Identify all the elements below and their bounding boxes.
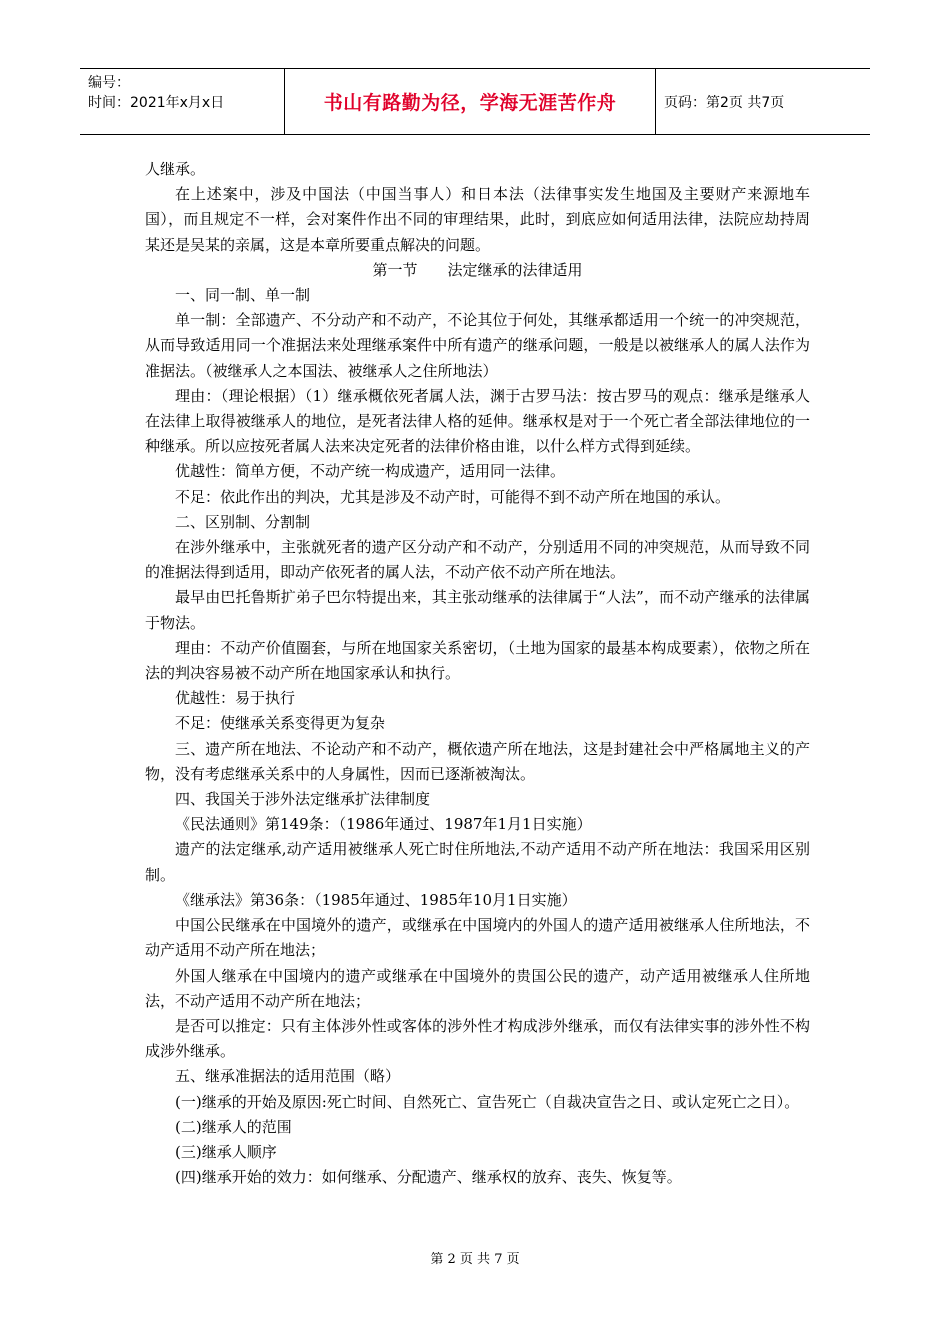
page-footer <box>0 1248 950 1267</box>
paragraph: 最早由巴托鲁斯扩弟子巴尔特提出来，其主张动继承的法律属于“人法”，而不动产继承的法律属于物法。 <box>145 588 810 632</box>
paragraph: 不足：使继承关系变得更为复杂 <box>175 714 386 733</box>
paragraph: 是否可以推定：只有主体涉外性或客体的涉外性才构成涉外继承，而仅有法律实事的涉外性不构成涉外继承。 <box>145 1016 810 1061</box>
heading: 四、我国关于涉外法定继承扩法律制度 <box>175 790 431 809</box>
paragraph: 优越性：简单方便，不动产统一构成遗产，适用同一法律。 <box>175 462 566 481</box>
paragraph: (二)继承人的范围 <box>175 1117 292 1136</box>
paragraph: 外国人继承在中国境内的遗产或继承在中国境外的贵国公民的遗产，动产适用被继承人住所地法，不动产适用不动产所在地法； <box>145 966 810 1010</box>
paragraph: 三、遗产所在地法、不论动产和不动产，概依遗产所在地法，这是封建社会中严格属地主义的产物，没有考虑继承关系中的人身属性，因而已逐渐被淘汰。 <box>145 739 810 783</box>
paragraph: 在上述案中，涉及中国法（中国当事人）和日本法（法律事实发生地国及主要财产来源地车国），而且规定不一样，会对案件作出不同的审理结果，此时，到底应如何适用法律，法院应劫持周某还是吴某的亲属，这是本章所要重点解决的问题。 <box>145 185 810 254</box>
document-body <box>145 157 810 1190</box>
page-info: 页码：第2页 共7页 <box>664 94 785 111</box>
document-header <box>80 68 870 135</box>
paragraph: (四)继承开始的效力：如何继承、分配遗产、继承权的放弃、丧失、恢复等。 <box>175 1168 682 1187</box>
heading: 一、同一制、单一制 <box>175 286 311 305</box>
header-meta <box>80 69 284 134</box>
paragraph: 优越性：易于执行 <box>175 689 296 708</box>
paragraph: (一)继承的开始及原因:死亡时间、自然死亡、宣告死亡（自裁决宣告之日、或认定死亡之日）。 <box>175 1092 800 1111</box>
header-motto-cell <box>284 69 656 134</box>
paragraph: 《继承法》第36条：（1985年通过、1985年10月1日实施） <box>175 890 577 909</box>
time-label: 时间：2021年x月x日 <box>88 95 225 111</box>
section-title: 第一节 法定继承的法律适用 <box>372 260 583 279</box>
paragraph: 《民法通则》第149条：（1986年通过、1987年1月1日实施） <box>175 815 592 834</box>
paragraph: 理由：（理论根据）（1）继承概依死者属人法，渊于古罗马法：按古罗马的观点：继承是继承人在法律上取得被继承人的地位，是死者法律人格的延伸。继承权是对于一个死亡者全部法律地位的一种继承。所以应按死者属人法来决定死者的法律价格由谁，以什么样方式得到延续。 <box>145 386 810 456</box>
motto-text: 书山有路勤为径，学海无涯苦作舟 <box>323 92 617 114</box>
paragraph: 中国公民继承在中国境外的遗产，或继承在中国境内的外国人的遗产适用被继承人住所地法，不动产适用不动产所在地法； <box>145 916 810 960</box>
paragraph: 不足：依此作出的判决，尤其是涉及不动产时，可能得不到不动产所在地国的承认。 <box>175 487 731 506</box>
paragraph: 理由：不动产价值圈套，与所在地国家关系密切，（土地为国家的最基本构成要素），依物之所在法的判决容易被不动产所在地国家承认和执行。 <box>145 638 810 683</box>
paragraph: 遗产的法定继承,动产适用被继承人死亡时住所地法,不动产适用不动产所在地法：我国采用区别制。 <box>145 840 810 884</box>
serial-label: 编号： <box>88 75 130 91</box>
paragraph: 单一制：全部遗产、不分动产和不动产，不论其位于何处，其继承都适用一个统一的冲突规范，从而导致适用同一个准据法来处理继承案件中所有遗产的继承问题，一般是以被继承人的属人法作为准据法。（被继承人之本国法、被继承人之住所地法） <box>145 311 810 380</box>
page-number: 第 2 页 共 7 页 <box>430 1252 520 1267</box>
heading: 五、继承准据法的适用范围（略） <box>175 1067 401 1086</box>
header-page-info-cell <box>656 69 870 134</box>
heading: 二、区别制、分割制 <box>175 512 311 531</box>
paragraph: 人继承。 <box>145 160 206 178</box>
paragraph: (三)继承人顺序 <box>175 1142 277 1161</box>
paragraph: 在涉外继承中，主张就死者的遗产区分动产和不动产，分别适用不同的冲突规范，从而导致不同的准据法得到适用，即动产依死者的属人法，不动产依不动产所在地法。 <box>145 538 810 582</box>
